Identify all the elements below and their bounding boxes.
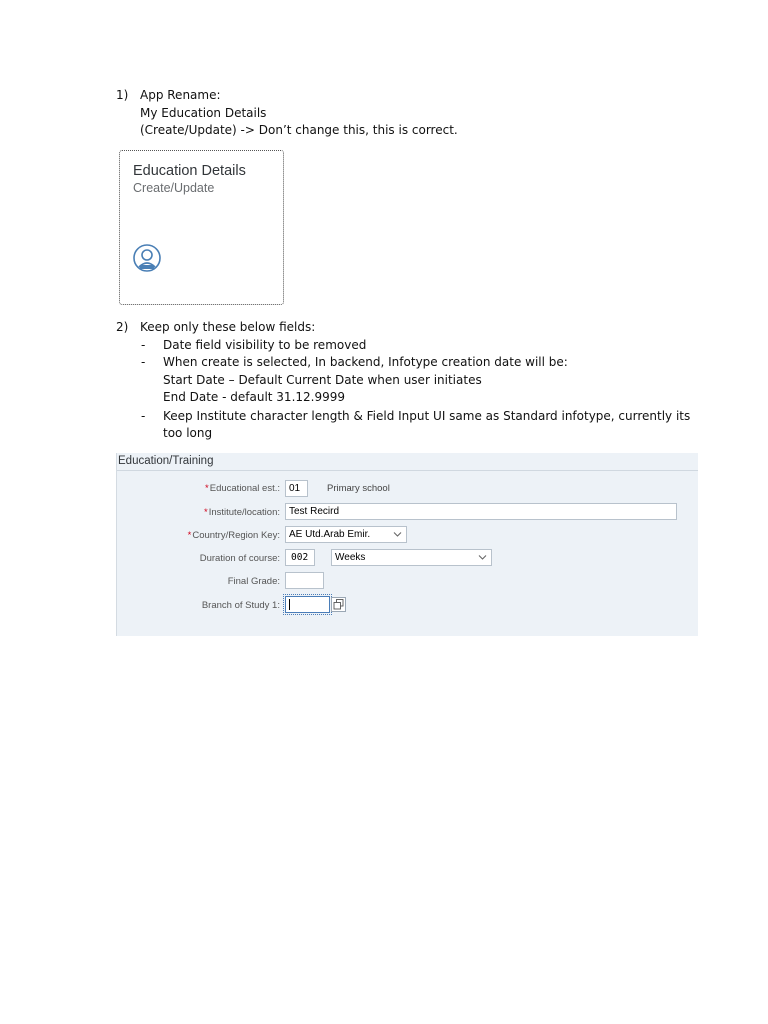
required-marker: *	[205, 483, 209, 494]
bullet-dash: -	[141, 338, 146, 352]
bullet-2: When create is selected, In backend, Infotype creation date will be:	[163, 355, 568, 369]
section2-number: 2)	[116, 320, 129, 334]
branch-input[interactable]	[285, 596, 330, 613]
bullet-3: Keep Institute character length & Field Input UI same as Standard infotype, currently its	[163, 409, 691, 423]
section1-app-name: My Education Details	[140, 106, 267, 120]
chevron-down-icon	[478, 553, 487, 562]
tile-subtitle: Create/Update	[133, 181, 215, 195]
duration-unit-select[interactable]	[331, 549, 492, 566]
institute-input[interactable]: Test Recird	[285, 503, 677, 520]
required-marker: *	[204, 507, 208, 518]
section2-heading: Keep only these below fields:	[140, 320, 316, 334]
institute-label: *Institute/location:	[204, 507, 280, 518]
country-select[interactable]	[285, 526, 407, 543]
duration-input[interactable]: 002	[285, 549, 315, 566]
bullet-dash: -	[141, 355, 146, 369]
text-cursor	[289, 599, 290, 610]
section1-note: (Create/Update) -> Don’t change this, this is correct.	[140, 123, 458, 137]
value-help-icon	[332, 598, 345, 611]
section1-heading: App Rename:	[140, 88, 221, 102]
educational-est-label: *Educational est.:	[205, 483, 280, 494]
country-value: AE Utd.Arab Emir.	[289, 529, 371, 540]
required-marker: *	[187, 530, 192, 541]
duration-label: Duration of course:	[199, 553, 280, 564]
educational-est-input[interactable]: 01	[285, 480, 308, 497]
country-label: *Country/Region Key:	[187, 530, 280, 541]
tile-title: Education Details	[133, 163, 246, 179]
final-grade-label: Final Grade:	[227, 576, 280, 587]
education-training-form	[116, 453, 698, 636]
bullet-2-end-date: End Date - default 31.12.9999	[163, 390, 346, 404]
educational-est-description: Primary school	[327, 483, 390, 494]
form-title: Education/Training	[117, 453, 698, 471]
final-grade-input[interactable]	[285, 572, 324, 589]
value-help-button[interactable]	[331, 597, 346, 612]
bullet-2-start-date: Start Date – Default Current Date when user initiates	[163, 373, 482, 387]
section1-number: 1)	[116, 88, 129, 102]
chevron-down-icon	[393, 530, 402, 539]
bullet-3-cont: too long	[163, 426, 213, 440]
bullet-1: Date field visibility to be removed	[163, 338, 367, 352]
duration-unit-value: Weeks	[335, 552, 366, 563]
person-circle-icon	[132, 243, 162, 273]
branch-label: Branch of Study 1:	[201, 600, 280, 611]
bullet-dash: -	[141, 409, 146, 423]
app-tile[interactable]	[119, 150, 284, 305]
